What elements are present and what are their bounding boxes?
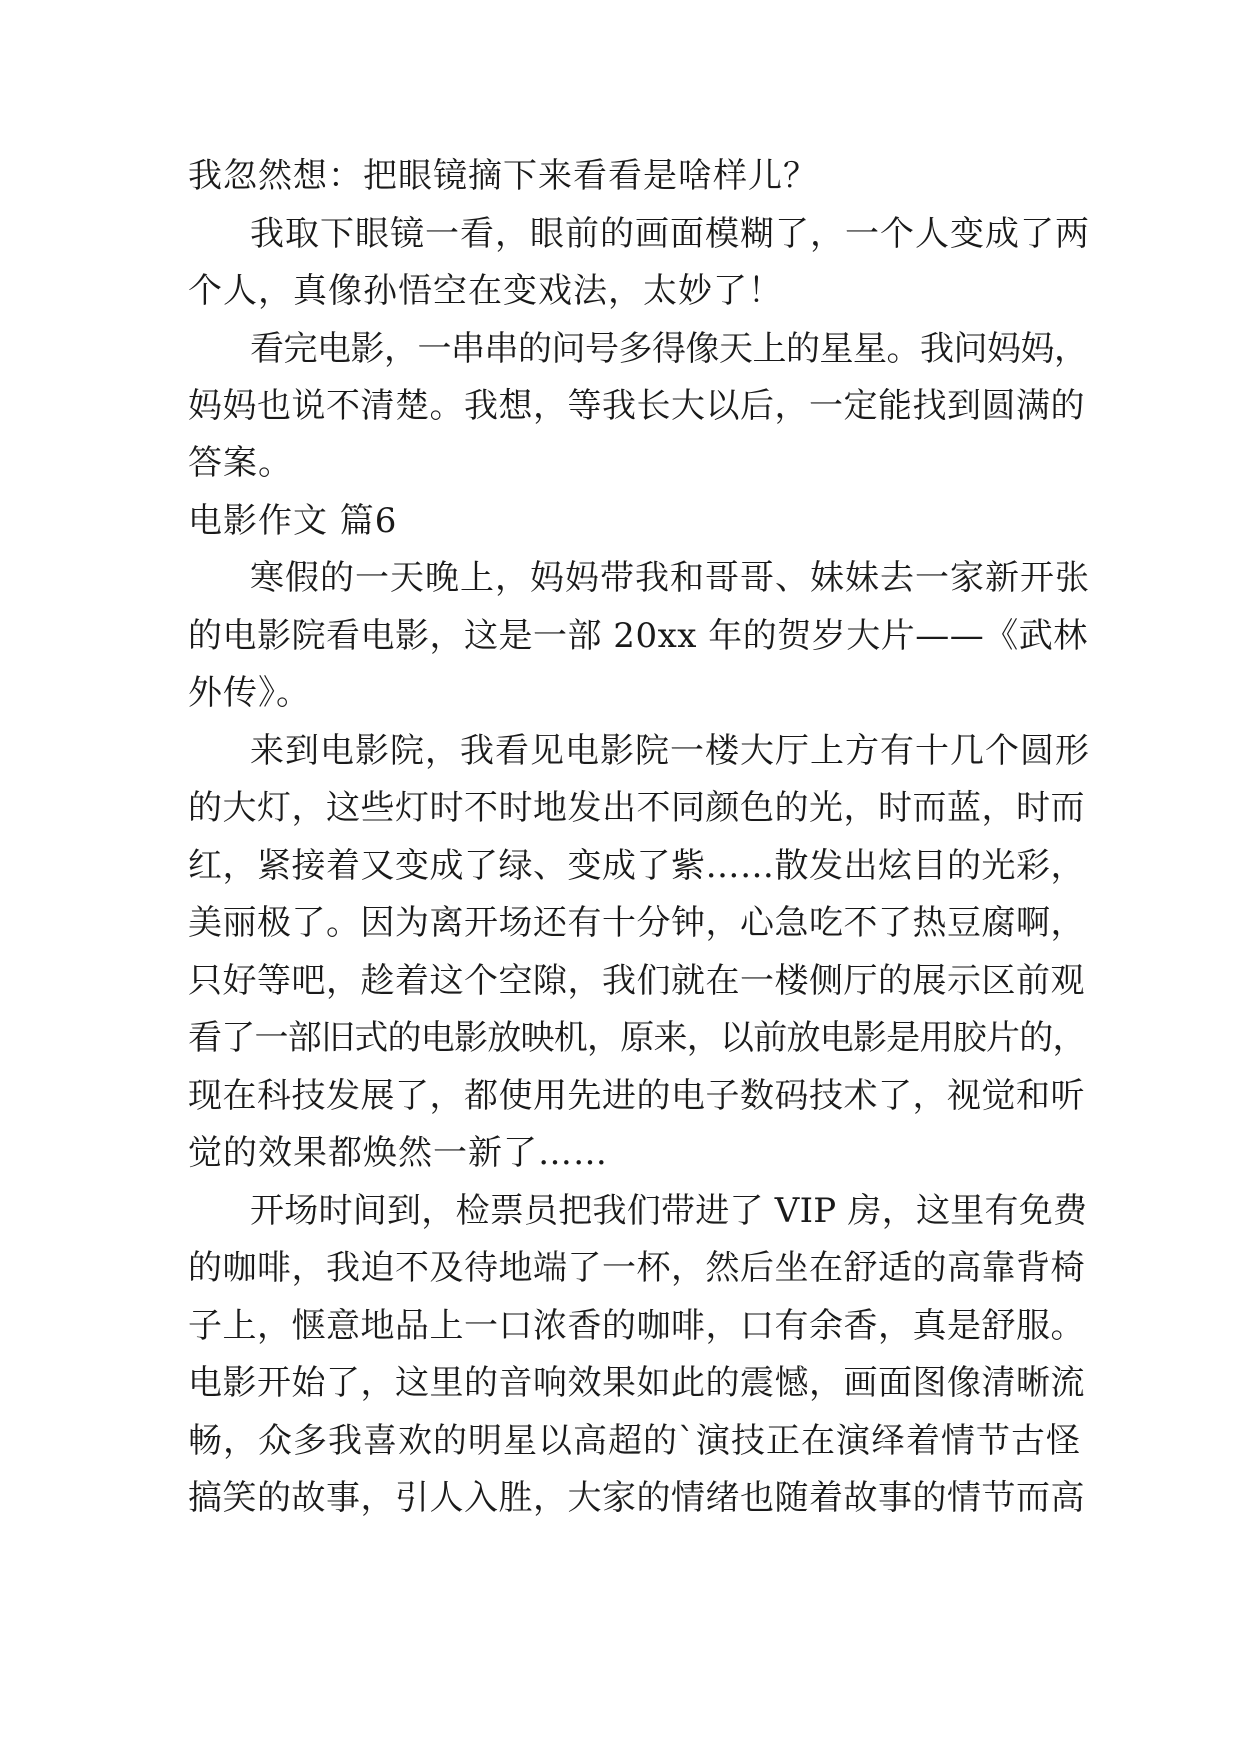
text-line: 美丽极了。因为离开场还有十分钟，心急吃不了热豆腐啊， [188,903,1085,943]
text-line: 的咖啡，我迫不及待地端了一杯，然后坐在舒适的高靠背椅 [188,1248,1085,1288]
text-line: 觉的效果都焕然一新了…… [188,1133,608,1173]
text-line: 红，紧接着又变成了绿、变成了紫……散发出炫目的光彩， [188,846,1085,886]
text-line: 搞笑的故事，引人入胜，大家的情绪也随着故事的情节而高 [188,1478,1085,1518]
paragraph-start-line: 寒假的一天晚上，妈妈带我和哥哥、妹妹去一家新开张 [250,558,1090,598]
paragraph-start-line: 看完电影，一串串的问号多得像天上的星星。我问妈妈， [250,329,1088,369]
text-line: 外传》。 [188,673,311,713]
text-line: 只好等吧，趁着这个空隙，我们就在一楼侧厅的展示区前观 [188,961,1085,1001]
text-line: 子上，惬意地品上一口浓香的咖啡，口有余香，真是舒服。 [188,1306,1085,1346]
paragraph-start-line: 来到电影院，我看见电影院一楼大厅上方有十几个圆形 [250,731,1090,771]
section-heading: 电影作文 篇6 [188,501,398,541]
text-line: 妈妈也说不清楚。我想，等我长大以后，一定能找到圆满的 [188,386,1085,426]
text-line: 畅，众多我喜欢的明星以高超的`演技正在演绎着情节古怪 [188,1421,1081,1461]
paragraph-start-line: 开场时间到，检票员把我们带进了 VIP 房，这里有免费 [250,1191,1088,1231]
text-line: 看了一部旧式的电影放映机，原来，以前放电影是用胶片的， [188,1018,1086,1058]
paragraph-start-line: 我取下眼镜一看，眼前的画面模糊了，一个人变成了两 [250,214,1090,254]
text-line: 的大灯，这些灯时不时地发出不同颜色的光，时而蓝，时而 [188,788,1085,828]
text-line: 电影开始了，这里的音响效果如此的震憾，画面图像清晰流 [188,1363,1085,1403]
text-line: 我忽然想：把眼镜摘下来看看是啥样儿？ [188,156,818,196]
text-line: 现在科技发展了，都使用先进的电子数码技术了，视觉和听 [188,1076,1085,1116]
text-line: 的电影院看电影，这是一部 20xx 年的贺岁大片——《武林 [188,616,1088,656]
text-line: 答案。 [188,443,293,483]
text-line: 个人，真像孙悟空在变戏法，太妙了！ [188,271,783,311]
